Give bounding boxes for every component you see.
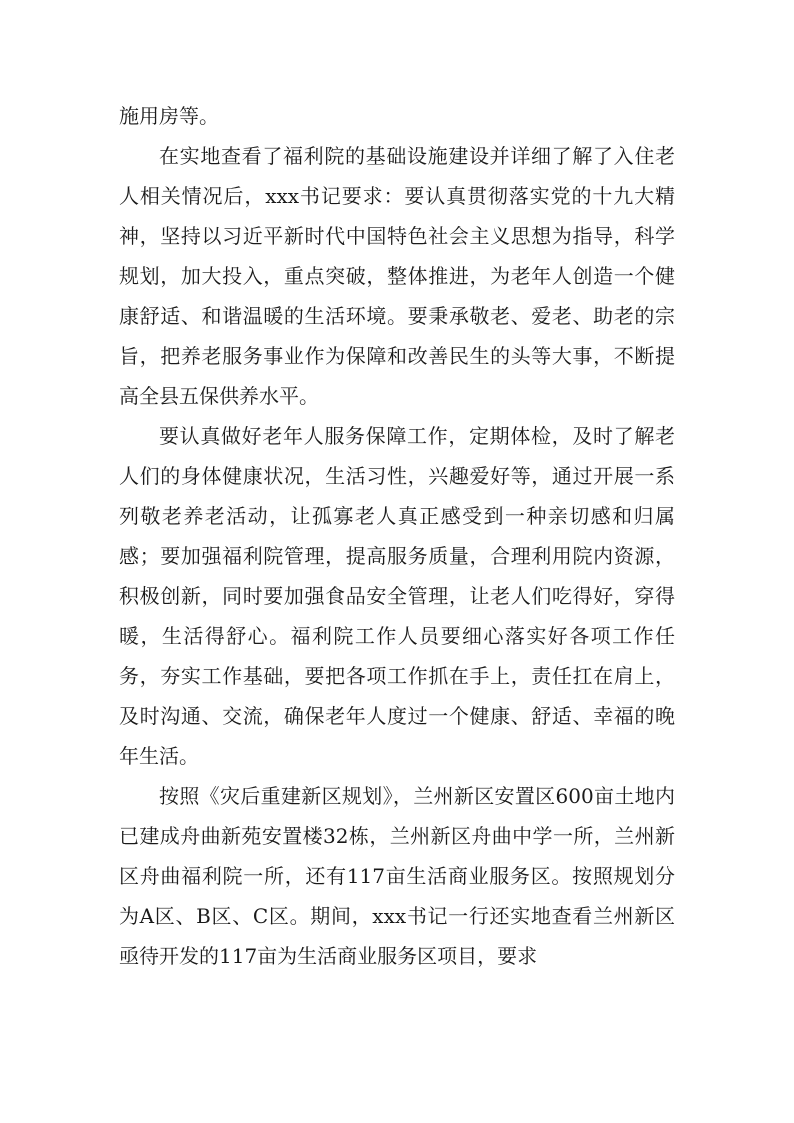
paragraph-continuation: 施用房等。 bbox=[119, 104, 219, 128]
paragraph-inspection-requirements: 在实地查看了福利院的基础设施建设并详细了解了入住老人相关情况后，xxx书记要求：要认真贯彻落实党的十九大精神，坚持以习近平新时代中国特色社会主义思想为指导，科学规划，加大投入，重点突破，整体推进，为老年人创造一个健康舒适、和谐温暖的生活环境。要秉承敬老、爱老、助老的宗旨，把养老服务事业作为保障和改善民生的头等大事，不断提高全县五保供养水平。 bbox=[119, 144, 675, 408]
paragraph-elderly-services: 要认真做好老年人服务保障工作，定期体检，及时了解老人们的身体健康状况，生活习性，兴趣爱好等，通过开展一系列敬老养老活动，让孤寡老人真正感受到一种亲切感和归属感；要加强福利院管理，提高服务质量，合理利用院内资源，积极创新，同时要加强食品安全管理，让老人们吃得好，穿得暖，生活得舒心。福利院工作人员要细心落实好各项工作任务，夯实工作基础，要把各项工作抓在手上，责任扛在肩上，及时沟通、交流，确保老年人度过一个健康、舒适、幸福的晚年生活。 bbox=[119, 424, 675, 768]
paragraph-reconstruction-plan: 按照《灾后重建新区规划》，兰州新区安置区600亩土地内已建成舟曲新苑安置楼32栋，兰州新区舟曲中学一所，兰州新区舟曲福利院一所，还有117亩生活商业服务区。按照规划分为A区、B区、C区。期间，xxx书记一行还实地查看兰州新区亟待开发的117亩为生活商业服务区项目，要求 bbox=[119, 784, 675, 968]
document-body bbox=[119, 96, 675, 976]
